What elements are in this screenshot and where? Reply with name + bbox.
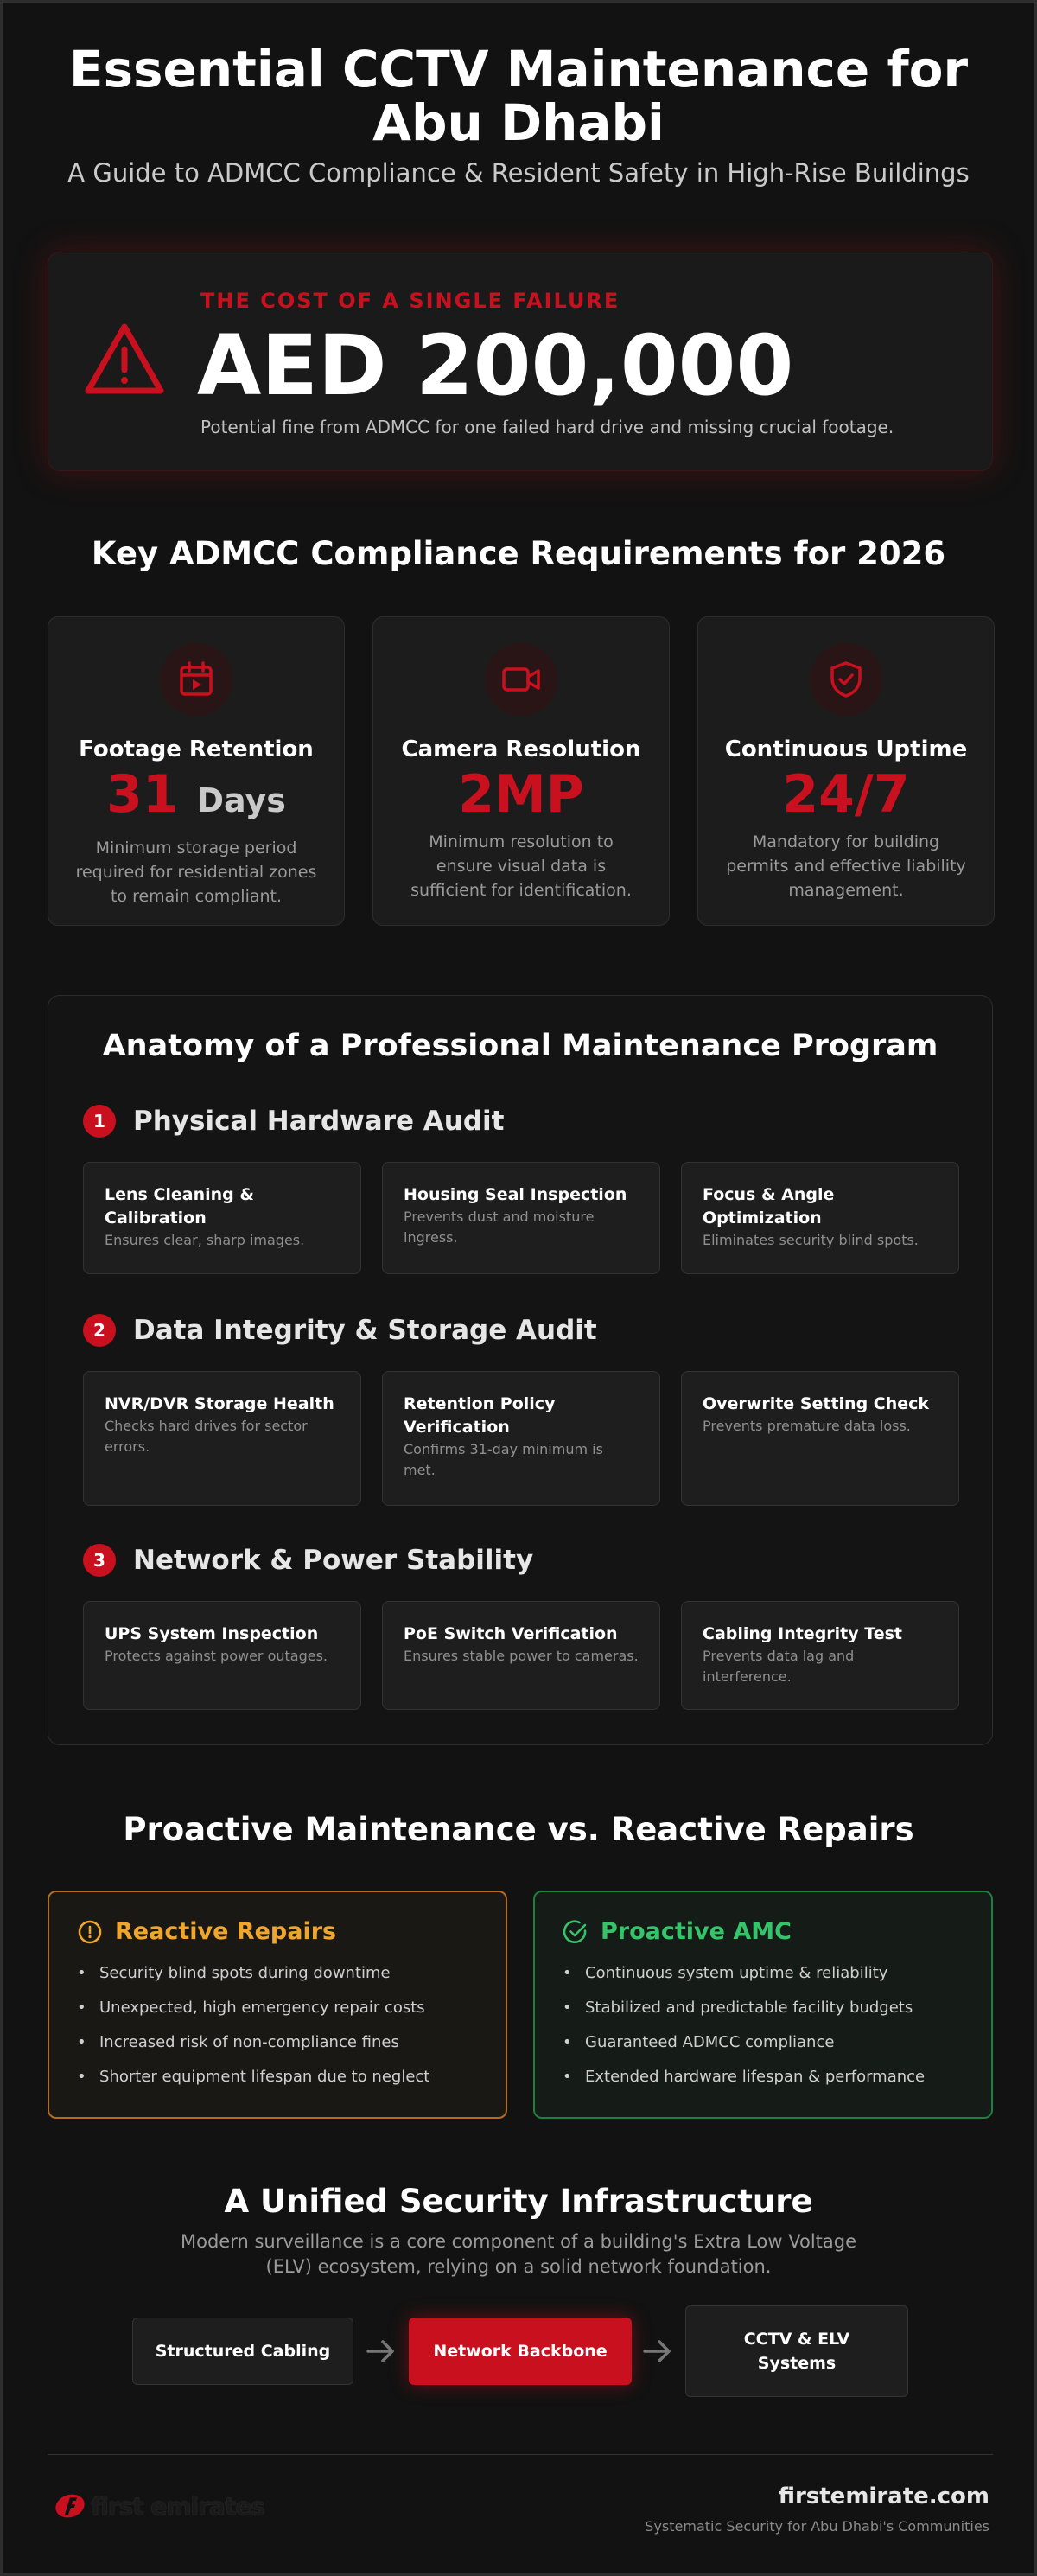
maintenance-program-panel	[48, 995, 993, 1745]
phase-number: 2	[83, 1314, 116, 1347]
arrow-right-icon	[366, 2337, 397, 2366]
list-item: • Continuous system uptime & reliability	[563, 1964, 964, 1983]
alert-circle-icon	[77, 1919, 103, 1945]
footer-tagline: Systematic Security for Abu Dhabi's Communities	[645, 2518, 989, 2535]
flow-step-network: Network Backbone	[409, 2318, 632, 2385]
calendar-icon	[160, 643, 232, 716]
requirement-desc: Mandatory for building permits and effective liability management.	[726, 832, 966, 900]
cost-amount: AED 200,000	[197, 317, 794, 414]
card-title: Retention Policy Verification	[404, 1394, 556, 1437]
card-desc: Prevents dust and moisture ingress.	[404, 1208, 595, 1246]
shield-check-icon	[810, 643, 882, 716]
reactive-title: Reactive Repairs	[115, 1918, 337, 1945]
comparison-title: Proactive Maintenance vs. Reactive Repairs	[123, 1811, 914, 1848]
brand-mark-icon	[53, 2490, 87, 2522]
card-title: Lens Cleaning & Calibration	[105, 1185, 254, 1227]
card-desc: Protects against power outages.	[105, 1648, 328, 1664]
cost-eyebrow: THE COST OF A SINGLE FAILURE	[200, 289, 620, 313]
unified-title: A Unified Security Infrastructure	[224, 2183, 813, 2220]
card-desc: Prevents data lag and interference.	[703, 1648, 855, 1685]
checklist-card	[382, 1162, 660, 1274]
cost-note: Potential fine from ADMCC for one failed hard drive and missing crucial footage.	[200, 417, 894, 437]
page-title: Essential CCTV Maintenance for Abu Dhabi	[68, 40, 969, 152]
checklist-card	[382, 1371, 660, 1506]
requirement-desc: Minimum storage period required for residential zones to remain compliant.	[75, 838, 317, 906]
brand-logo	[53, 2490, 264, 2522]
phase-number: 3	[83, 1544, 116, 1577]
list-item: • Extended hardware lifespan & performance	[563, 2068, 964, 2087]
checklist-card	[681, 1371, 959, 1506]
flow-step-cabling: Structured Cabling	[132, 2318, 353, 2385]
card-title: Focus & Angle Optimization	[703, 1185, 835, 1227]
card-title: Overwrite Setting Check	[703, 1394, 930, 1413]
list-item: • Stabilized and predictable facility budgets	[563, 1999, 964, 2018]
footer-divider	[48, 2454, 993, 2455]
list-item: • Increased risk of non-compliance fines	[77, 2033, 478, 2052]
maintenance-program-title: Anatomy of a Professional Maintenance Program	[102, 1029, 938, 1063]
requirement-title: Camera Resolution	[401, 736, 641, 762]
card-desc: Eliminates security blind spots.	[703, 1232, 919, 1248]
checklist-card	[681, 1601, 959, 1710]
card-desc: Checks hard drives for sector errors.	[105, 1418, 308, 1455]
list-item: • Unexpected, high emergency repair costs	[77, 1999, 478, 2018]
requirement-card-resolution	[372, 616, 670, 926]
requirement-value: 31 Days	[106, 764, 286, 825]
requirement-title: Footage Retention	[79, 736, 314, 762]
brand-name: first emirates	[91, 2491, 264, 2521]
phase-heading	[83, 1105, 505, 1138]
phase-heading	[83, 1314, 597, 1347]
requirement-title: Continuous Uptime	[724, 736, 968, 762]
card-desc: Ensures stable power to cameras.	[404, 1648, 639, 1664]
video-camera-icon	[485, 643, 557, 716]
checklist-card	[83, 1162, 361, 1274]
requirement-card-retention	[48, 616, 345, 926]
cost-callout	[48, 252, 993, 471]
list-item: • Shorter equipment lifespan due to neglect	[77, 2068, 478, 2087]
requirement-card-uptime	[697, 616, 995, 926]
flow-step-cctv: CCTV & ELV Systems	[685, 2305, 908, 2397]
proactive-list	[563, 1964, 964, 2087]
reactive-repairs-card	[48, 1891, 507, 2119]
card-title: Cabling Integrity Test	[703, 1624, 902, 1643]
phase-number: 1	[83, 1105, 116, 1138]
checklist-card	[83, 1601, 361, 1710]
proactive-title: Proactive AMC	[601, 1918, 792, 1945]
card-desc: Confirms 31-day minimum is met.	[404, 1441, 603, 1478]
check-circle-icon	[563, 1919, 588, 1945]
requirement-desc: Minimum resolution to ensure visual data is sufficient for identification.	[410, 832, 632, 900]
checklist-card	[382, 1601, 660, 1710]
list-item: • Security blind spots during downtime	[77, 1964, 478, 1983]
requirement-value: 24/7	[782, 764, 910, 825]
checklist-card	[83, 1371, 361, 1506]
requirement-value: 2MP	[458, 764, 584, 825]
phase-title: Data Integrity & Storage Audit	[133, 1315, 597, 1346]
proactive-amc-card	[533, 1891, 993, 2119]
page-subtitle: A Guide to ADMCC Compliance & Resident Safety in High-Rise Buildings	[67, 158, 970, 188]
phase-title: Physical Hardware Audit	[133, 1106, 505, 1137]
requirements-title: Key ADMCC Compliance Requirements for 2026	[91, 535, 946, 572]
unified-subtitle: Modern surveillance is a core component of a building's Extra Low Voltage (ELV) ecosystem, relying on a solid network foundation.	[180, 2231, 857, 2277]
reactive-heading	[77, 1918, 478, 1945]
requirement-unit: Days	[196, 781, 286, 819]
checklist-card	[681, 1162, 959, 1274]
hero	[3, 3, 1034, 188]
phase-title: Network & Power Stability	[133, 1545, 534, 1576]
website-link[interactable]: firstemirate.com	[778, 2484, 989, 2509]
card-title: Housing Seal Inspection	[404, 1185, 627, 1204]
card-title: NVR/DVR Storage Health	[105, 1394, 334, 1413]
card-title: UPS System Inspection	[105, 1624, 319, 1643]
arrow-right-icon	[642, 2337, 673, 2366]
phase-heading	[83, 1544, 533, 1577]
list-item: • Guaranteed ADMCC compliance	[563, 2033, 964, 2052]
warning-triangle-icon	[83, 322, 166, 398]
card-desc: Prevents premature data loss.	[703, 1418, 911, 1434]
reactive-list	[77, 1964, 478, 2087]
proactive-heading	[563, 1918, 964, 1945]
card-title: PoE Switch Verification	[404, 1624, 618, 1643]
card-desc: Ensures clear, sharp images.	[105, 1232, 305, 1248]
